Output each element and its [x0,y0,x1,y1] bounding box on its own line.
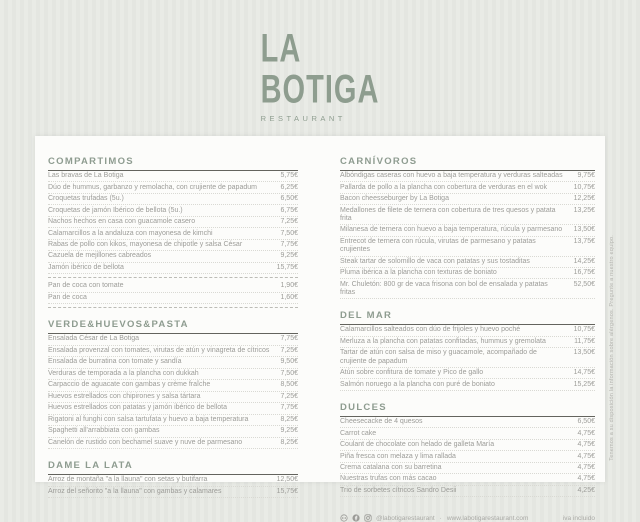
menu-item-name: Nachos hechos en casa con guacamole casero [48,218,196,226]
menu-item-name: Croquetas trufadas (5u.) [48,195,124,203]
menu-section [48,156,298,308]
menu-item-price: 4,75€ [577,429,595,437]
menu-item-row [340,417,595,428]
menu-item-price: 8,50€ [280,381,298,389]
logo-title-line2: BOTIGA [260,68,380,113]
restaurant-logo [0,27,640,126]
menu-item-price: 16,75€ [573,269,595,277]
section-title: DULCES [340,402,595,417]
menu-item-name: Huevos estrellados con patatas y jamón ibérico de bellota [48,404,227,412]
menu-item-price: 7,25€ [280,346,298,354]
menu-item-name: Piña fresca con melaza y lima rallada [340,452,456,460]
menu-item-price: 7,75€ [280,335,298,343]
section-title: VERDE&HUEVOS&PASTA [48,319,298,334]
menu-item-name: Rabas de pollo con kikos, mayonesa de chipotle y salsa César [48,241,243,248]
menu-item-price: 12,50€ [276,476,298,484]
menu-item-price: 7,75€ [280,241,298,248]
menu-item-row [48,240,298,251]
menu-item-row [48,392,298,403]
menu-item-row [48,171,298,182]
menu-item-price: 14,75€ [573,369,595,377]
menu-item-name: Spaghetti all'arrabbiata con gambas [48,427,160,435]
menu-item-price: 13,75€ [573,237,595,245]
menu-item-price: 4,75€ [577,475,595,483]
menu-item-name: Coulant de chocolate con helado de galleta María [340,441,495,449]
menu-item-name: Pan de coca [48,293,87,301]
menu-item-row [340,171,595,182]
menu-item-name: Arroz del señorito "a la llauna" con gambas y calamares [48,487,222,495]
menu-item-name: Croquetas de jamón Ibérico de bellota (5u.) [48,206,183,214]
menu-item-name: Atún sobre confitura de tomate y Pico de gallo [340,369,484,377]
menu-item-row [340,279,595,299]
menu-item-price: 13,25€ [573,206,595,214]
tax-note: iva incluido [562,514,595,522]
menu-item-name: Entrecot de ternera con rúcula, virutas de parmesano y patatas crujientes [340,237,536,254]
menu-section [48,319,298,449]
menu-item-row [340,379,595,390]
website-link[interactable]: www.labotigarestaurant.com [446,514,529,522]
menu-item-price: 9,75€ [577,172,595,180]
menu-item-price: 4,75€ [577,464,595,471]
menu-item-price: 4,75€ [577,452,595,460]
menu-item-row [340,368,595,379]
menu-items [340,417,595,497]
menu-item-name: Milanesa de ternera con huevo a baja temperatura, rúcula y parmesano [340,226,563,234]
menu-item-row [48,415,298,426]
menu-item-row [48,205,298,216]
menu-item-row [340,325,595,336]
menu-item-name: Carpaccio de aguacate con gambas y crème fraîche [48,381,211,389]
menu-items [48,171,298,274]
menu-item-name: Bacon cheesseburger by La Botiga [340,195,449,203]
menu-item-price: 5,75€ [280,172,298,180]
menu-card [35,136,605,522]
menu-item-row [340,474,595,485]
menu-item-row [340,348,595,368]
menu-item-price: 13,50€ [573,226,595,234]
menu-item-row [340,205,595,225]
menu-item-row [48,369,298,380]
menu-item-name: Ensalada provenzal con tomates, virutas de atún y vinagreta de cítricos [48,346,270,354]
menu-item-price: 9,25€ [280,252,298,260]
menu-item-row [48,182,298,193]
menu-item-price: 6,50€ [577,418,595,426]
menu-item-name: Huevos estrellados con chipirones y salsa tártara [48,392,201,400]
menu-item-price: 15,25€ [573,380,595,388]
menu-item-row [340,182,595,193]
menu-item-row [48,357,298,368]
menu-item-price: 52,50€ [573,280,595,288]
menu-item-row [340,463,595,474]
menu-section [48,460,298,498]
extra-menu-items [48,281,298,304]
menu-item-name: Albóndigas caseras con huevo a baja temperatura y verduras salteadas [340,172,563,180]
menu-item-price: 7,25€ [280,392,298,400]
menu-item-price: 14,25€ [573,257,595,265]
menu-item-price: 10,75€ [573,326,595,334]
menu-item-row [48,403,298,414]
menu-items [340,325,595,391]
menu-item-row [48,380,298,391]
menu-item-price: 9,25€ [280,427,298,435]
menu-item-name: Las bravas de La Botiga [48,172,124,180]
social-handle[interactable]: @labotigarestaurant [376,514,435,522]
menu-item-row [340,451,595,462]
menu-item-row [340,237,595,257]
menu-item-name: Crema catalana con su barretina [340,464,442,471]
menu-item-price: 6,50€ [280,195,298,203]
menu-column-left [48,156,298,495]
menu-item-row [340,194,595,205]
menu-item-price: 7,25€ [280,218,298,226]
menu-item-name: Verduras de temporada a la plancha con dukkah [48,369,199,377]
menu-item-row [48,438,298,449]
menu-item-name: Pallarda de pollo a la plancha con cobertura de verduras en el wok [340,183,548,191]
tripadvisor-icon[interactable] [340,514,348,522]
menu-item-name: Cazuela de mejillones cabreados [48,252,152,260]
menu-item-price: 13,50€ [573,349,595,357]
menu-item-name: Ensalada de burratina con tomate y sandía [48,358,182,366]
menu-item-row [48,217,298,228]
menu-item-name: Rigatoni al funghi con salsa tartufata y huevo a baja temperatura [48,415,249,423]
footer-separator: · [439,514,442,522]
menu-item-name: Trio de sorbetes cítricos Sandro Desii [340,486,457,494]
menu-item-row [48,346,298,357]
menu-item-price: 1,60€ [280,293,298,301]
menu-item-name: Medallones de filete de ternera con cobertura de tres quesos y patata frita [340,206,556,222]
menu-column-right-sections [340,156,595,508]
menu-item-price: 11,75€ [574,337,595,345]
menu-item-price: 9,50€ [280,358,298,366]
menu-section [340,402,595,497]
menu-item-price: 7,50€ [280,229,298,237]
menu-item-name: Merluza a la plancha con patatas confitadas, hummus y gremolata [340,337,546,345]
menu-item-price: 12,25€ [573,195,595,203]
menu-item-price: 6,75€ [280,206,298,214]
menu-item-price: 7,75€ [280,404,298,412]
menu-item-row [340,257,595,268]
menu-items [48,334,298,449]
menu-item-name: Cheesecacke de 4 quesos [340,418,423,426]
section-title: COMPARTIMOS [48,156,298,171]
menu-item-price: 1,90€ [280,282,298,290]
section-title: CARNÍVOROS [340,156,595,171]
menu-item-row [48,194,298,205]
instagram-icon[interactable] [364,514,372,522]
menu-item-row [48,228,298,239]
dashed-divider [48,277,298,278]
menu-item-row [48,251,298,262]
menu-item-price: 10,75€ [573,183,595,191]
menu-item-row [340,440,595,451]
menu-item-row [48,263,298,274]
menu-item-price: 4,25€ [577,486,595,494]
menu-column-right [340,156,595,522]
menu-item-row [340,486,595,497]
menu-footer [340,508,595,522]
allergen-note: Tenemos a su disposición la información sobre alérgenos. Pregunte a nuestro equipo. [609,235,615,461]
menu-items [340,171,595,299]
logo-subtitle: RESTAURANT [260,114,346,123]
menu-item-name: Nuestras trufas con más cacao [340,475,437,483]
menu-item-name: Pluma ibérica a la plancha con texturas de boniato [340,269,497,277]
menu-item-name: Pan de coca con tomate [48,282,124,290]
menu-item-row [340,268,595,279]
menu-item-price: 4,75€ [577,441,595,449]
menu-item-row [340,225,595,236]
menu-item-name: Jamón ibérico de bellota [48,263,124,271]
menu-items [48,475,298,498]
menu-item-name: Mr. Chuletón: 800 gr de vaca frisona con bol de ensalada y patatas fritas [340,280,548,296]
menu-item-price: 15,75€ [276,263,298,271]
menu-section [340,310,595,391]
section-title: DEL MAR [340,310,595,325]
menu-item-row [340,428,595,439]
menu-item-row [48,475,298,486]
logo-title-line1: LA [260,27,302,72]
menu-item-price: 7,50€ [280,369,298,377]
menu-item-row [48,281,298,292]
menu-item-row [48,487,298,498]
menu-item-name: Salmón noruego a la plancha con puré de boniato [340,380,495,388]
menu-item-price: 15,75€ [276,487,298,495]
menu-item-row [340,337,595,348]
menu-item-name: Carrot cake [340,429,377,437]
menu-item-row [48,293,298,304]
menu-item-name: Calamarcillos salteados con dúo de frijoles y huevo poché [340,326,521,334]
menu-item-price: 8,25€ [280,438,298,446]
dashed-divider [48,307,298,308]
menu-item-row [48,334,298,345]
menu-item-row [48,426,298,437]
menu-item-name: Dúo de hummus, garbanzo y remolacha, con crujiente de papadum [48,183,257,191]
menu-item-name: Steak tartar de solomillo de vaca con patatas y sus tostaditas [340,257,530,265]
menu-item-name: Ensalada César de La Botiga [48,335,140,343]
menu-item-name: Calamarcillos a la andaluza con mayonesa de kimchi [48,229,213,237]
facebook-icon[interactable] [352,514,360,522]
menu-item-name: Arroz de montaña "a la llauna" con setas y butifarra [48,476,208,484]
menu-item-price: 6,25€ [280,183,298,191]
section-title: DAME LA LATA [48,460,298,475]
menu-item-name: Tartar de atún con salsa de miso y guacamole, acompañado de crujiente de papadum [340,349,537,365]
menu-item-price: 8,25€ [280,415,298,423]
menu-item-name: Canelón de rustido con bechamel suave y nuve de parmesano [48,438,243,446]
menu-section [340,156,595,299]
